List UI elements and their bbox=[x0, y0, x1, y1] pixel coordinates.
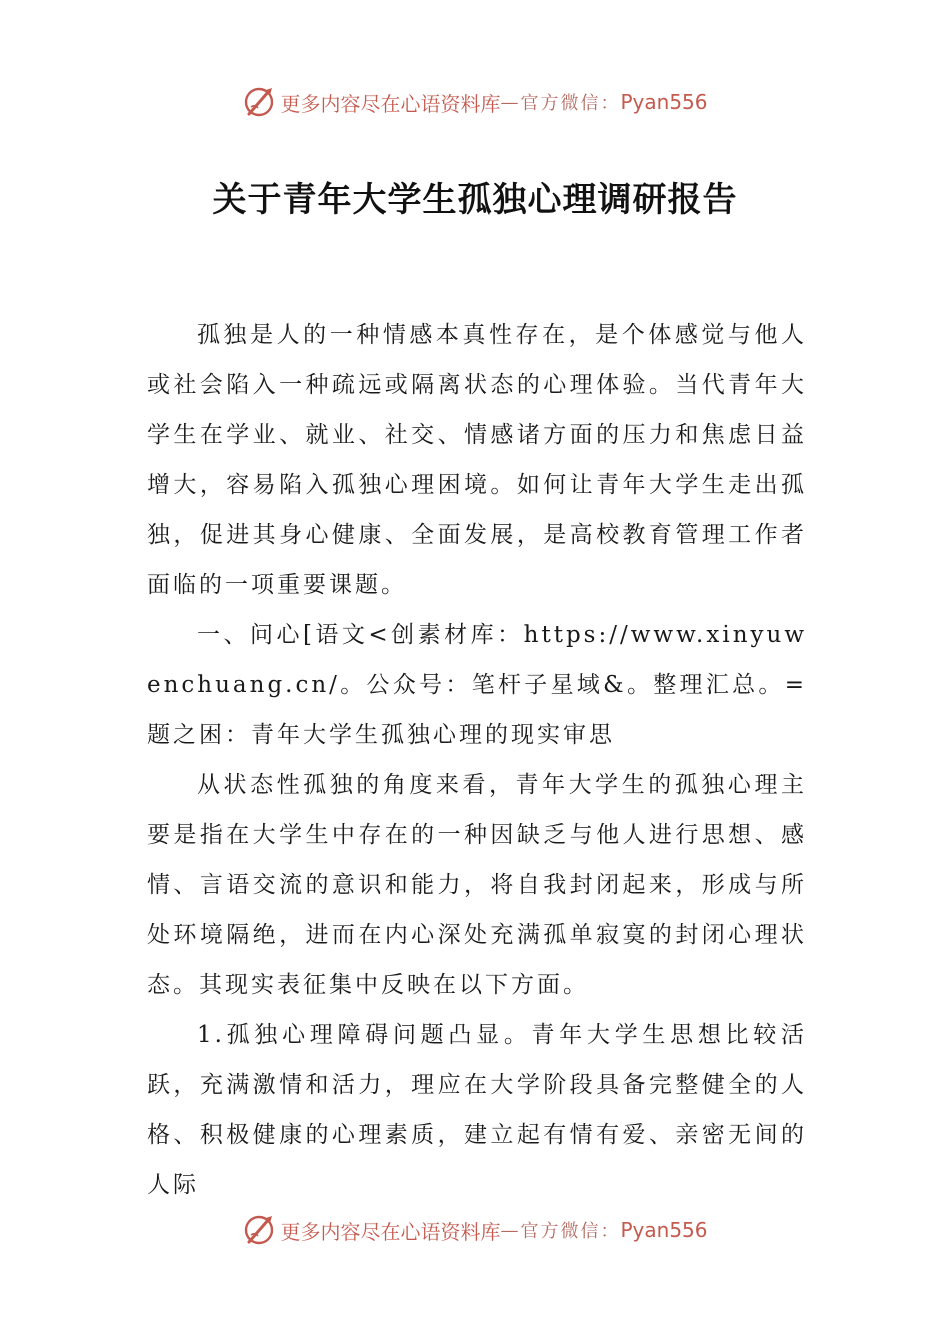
paragraph: 从状态性孤独的角度来看，青年大学生的孤独心理主要是指在大学生中存在的一种因缺乏与他人进行思想、感情、言语交流的意识和能力，将自我封闭起来，形成与所处环境隔绝，进而在内心深处充满孤单寂寞的封闭心理状态。其现实表征集中反映在以下方面。 bbox=[147, 772, 807, 998]
banner-wechat-id: Pyan556 bbox=[620, 1218, 708, 1242]
document-title: 关于青年大学生孤独心理调研报告 bbox=[212, 180, 738, 220]
pen-circle-logo-icon bbox=[242, 85, 276, 119]
paragraph: 一、问心[语文<创素材库：https://www.xinyuwenchuang.cn/。公众号：笔杆子星域&。整理汇总。=题之困：青年大学生孤独心理的现实审思 bbox=[147, 622, 807, 748]
footer-watermark-banner bbox=[0, 1210, 950, 1250]
banner-sub-text: 官方微信： bbox=[520, 1221, 621, 1242]
banner-main-text: 更多内容尽在心语资料库 bbox=[280, 1219, 501, 1244]
banner-main-text: 更多内容尽在心语资料库 bbox=[280, 91, 501, 116]
banner-dash: — bbox=[500, 91, 521, 113]
paragraph: 孤独是人的一种情感本真性存在，是个体感觉与他人或社会陷入一种疏远或隔离状态的心理体验。当代青年大学生在学业、就业、社交、情感诸方面的压力和焦虑日益增大，容易陷入孤独心理困境。如何让青年大学生走出孤独，促进其身心健康、全面发展，是高校教育管理工作者面临的一项重要课题。 bbox=[147, 322, 807, 598]
banner-dash: — bbox=[500, 1219, 521, 1241]
pen-circle-logo-icon bbox=[242, 1213, 276, 1247]
document-body bbox=[147, 310, 807, 1210]
paragraph: 1.孤独心理障碍问题凸显。青年大学生思想比较活跃，充满激情和活力，理应在大学阶段具备完整健全的人格、积极健康的心理素质，建立起有情有爱、亲密无间的人际 bbox=[147, 1022, 807, 1198]
banner-wechat-id: Pyan556 bbox=[620, 90, 708, 114]
header-watermark-banner bbox=[0, 82, 950, 122]
banner-sub-text: 官方微信： bbox=[520, 93, 621, 114]
